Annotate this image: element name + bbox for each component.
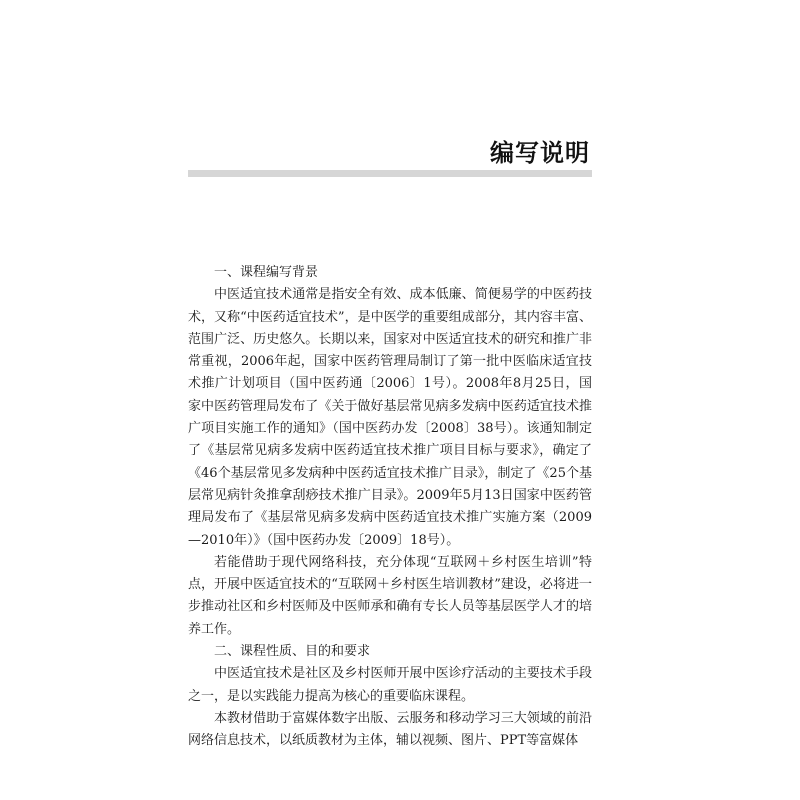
paragraph: 中医适宜技术是社区及乡村医师开展中医诊疗活动的主要技术手段之一，是以实践能力提高为核心的重要临床课程。 [188, 666, 592, 704]
title-underline-bar [188, 170, 592, 177]
section-heading-2: 二、课程性质、目的和要求 [214, 644, 371, 660]
paragraph: 若能借助于现代网络科技，充分体现“互联网＋乡村医生培训”特点，开展中医适宜技术的“互联网＋乡村医生培训教材”建设，必将进一步推动社区和乡村医师及中医师承和确有专长人员等基层医学人才的培养工作。 [188, 554, 592, 637]
section-heading-1: 一、课程编写背景 [214, 265, 319, 280]
body-text [188, 262, 592, 753]
page-title: 编写说明 [490, 139, 590, 167]
paragraph: 中医适宜技术通常是指安全有效、成本低廉、简便易学的中医药技术，又称“中医药适宜技术”，是中医学的重要组成部分，其内容丰富、范围广泛、历史悠久。长期以来，国家对中医适宜技术的研究和推广非常重视，2006年起，国家中医药管理局制订了第一批中医临床适宜技术推广计划项目（国中医药通〔2006〕1号）。2008年8月25日，国家中医药管理局发布了《关于做好基层常见病多发病中医药适宜技术推广项目实施工作的通知》（国中医药办发〔2008〕38号）。该通知制定了《基层常见病多发病中医药适宜技术推广项目目标与要求》，确定了《46个基层常见多发病种中医药适宜技术推广目录》，制定了《25个基层常见病针灸推拿刮痧技术推广目录》。2009年5月13日国家中医药管理局发布了《基层常见病多发病中医药适宜技术推广实施方案（2009—2010年）》（国中医药办发〔2009〕18号）。 [188, 287, 592, 548]
paragraph: 本教材借助于富媒体数字出版、云服务和移动学习三大领域的前沿网络信息技术，以纸质教材为主体，辅以视频、图片、PPT等富媒体 [188, 710, 592, 749]
